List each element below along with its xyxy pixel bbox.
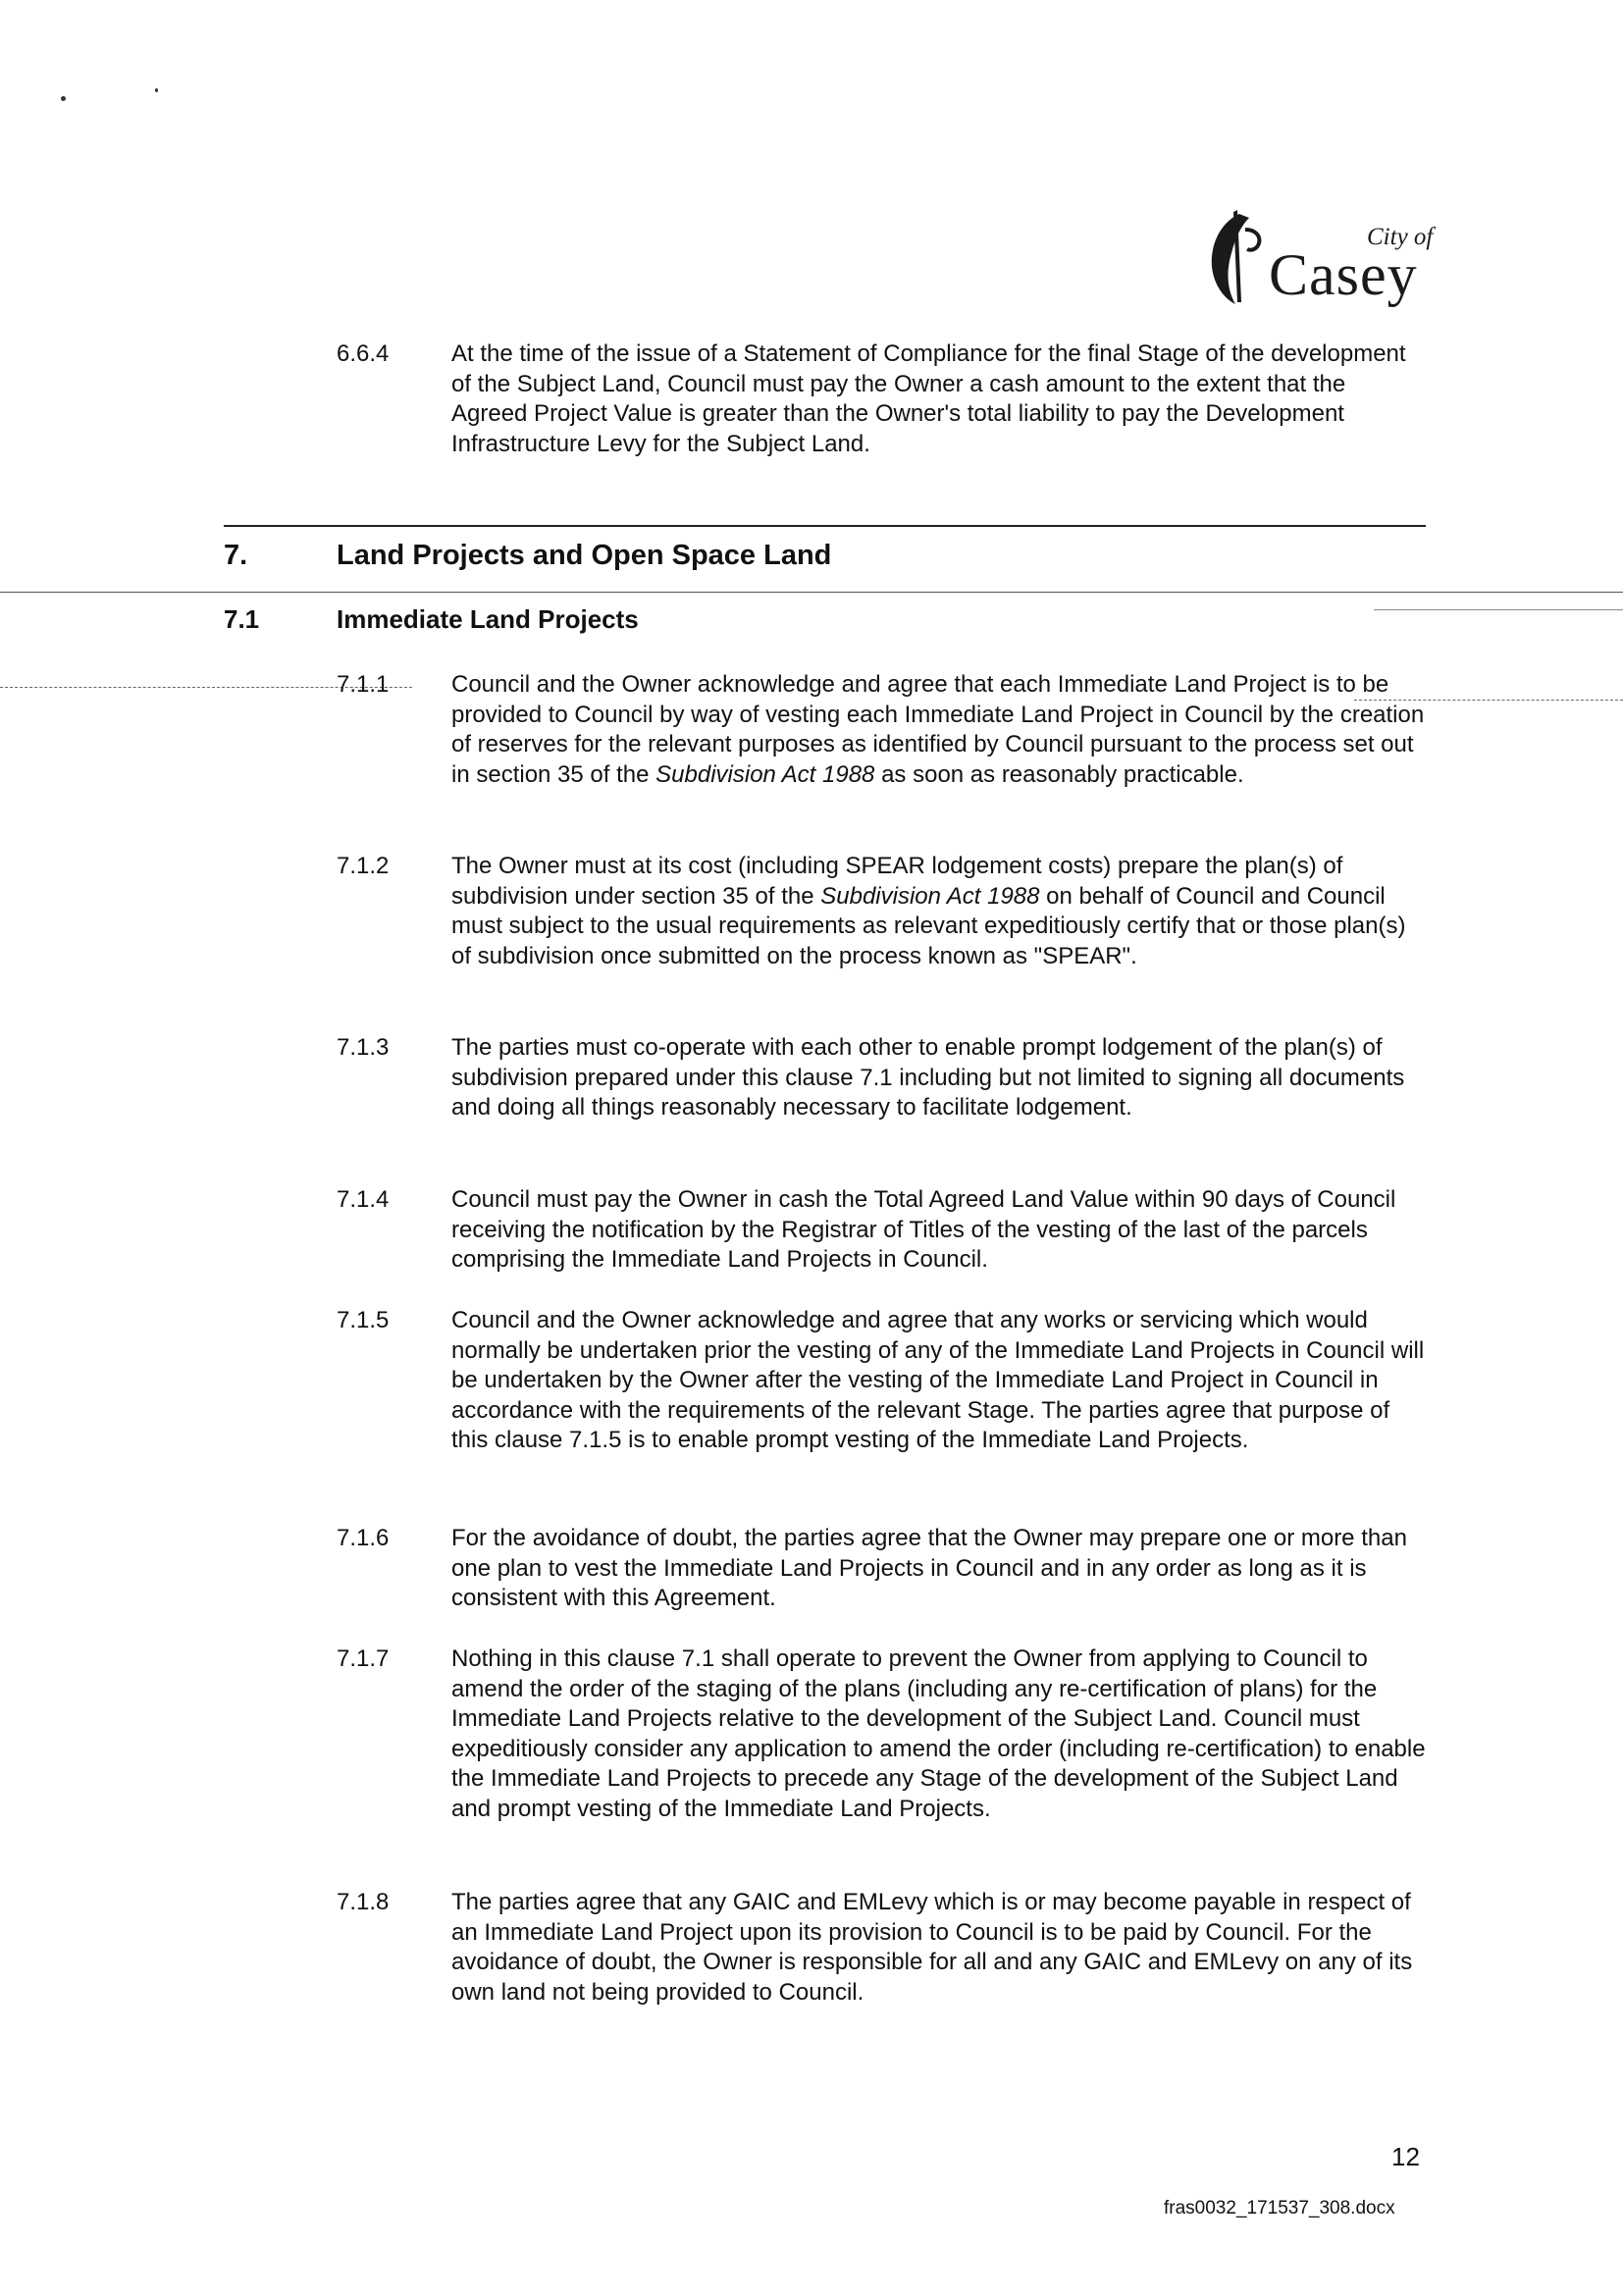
subsection-7-1-title: Immediate Land Projects [337, 604, 639, 634]
scan-speck [155, 88, 158, 92]
casey-leaf-icon [1202, 208, 1271, 306]
clause-text: Council and the Owner acknowledge and agree that any works or servicing which would normally be undertaken prior the vesting of any of the Immediate Land Projects in Council will be undertaken by the Owner after the vesting of the Immediate Land Project in Council in accordance with the requirements of the relevant Stage. The parties agree that purpose of this clause 7.1.5 is to enable prompt vesting of the Immediate Land Projects. [451, 1307, 1425, 1453]
clause-6-6-4 [337, 339, 1426, 459]
clause-text: Council must pay the Owner in cash the Total Agreed Land Value within 90 days of Council receiving the notification by the Registrar of Titles of the vesting of the last of the parcels comprising the Immediate Land Projects in Council. [451, 1186, 1396, 1273]
clause-7-1-5 [337, 1306, 1426, 1456]
clause-7-1-2 [337, 852, 1426, 971]
logo-city-of: City of [1367, 224, 1434, 250]
section-rule-top [224, 525, 1426, 527]
clause-number: 7.1.6 [337, 1525, 390, 1551]
margin-mark [1374, 609, 1623, 610]
clause-number: 7.1.7 [337, 1645, 390, 1672]
clause-number: 7.1.3 [337, 1034, 390, 1061]
clause-7-1-7 [337, 1644, 1426, 1824]
logo-casey: Casey [1269, 242, 1418, 307]
clause-7-1-4 [337, 1185, 1426, 1276]
page-number: 12 [1391, 2142, 1420, 2171]
clause-number: 7.1.2 [337, 853, 390, 879]
city-of-casey-logo [1202, 204, 1438, 312]
clause-number: 7.1.5 [337, 1307, 390, 1333]
subsection-7-1-number: 7.1 [224, 604, 260, 634]
clause-text: Council and the Owner acknowledge and agree that each Immediate Land Project is to be provided to Council by way of vesting each Immediate Land Project in Council by the creation of reserves for the relevant purposes as identified by Council pursuant to the process set out in section 35 of the Subdivision Act 1988 as soon as reasonably practicable. [451, 671, 1425, 788]
section-7-title: Land Projects and Open Space Land [337, 540, 832, 571]
clause-text: For the avoidance of doubt, the parties agree that the Owner may prepare one or more than one plan to vest the Immediate Land Projects in Council and in any order as long as it is consistent with this Agreement. [451, 1525, 1407, 1611]
clause-number: 7.1.8 [337, 1889, 390, 1915]
clause-text: The parties must co-operate with each other to enable prompt lodgement of the plan(s) of subdivision prepared under this clause 7.1 including but not limited to signing all documents and doing all things reasonably necessary to facilitate lodgement. [451, 1034, 1405, 1121]
clause-number: 6.6.4 [337, 340, 390, 367]
clause-7-1-8 [337, 1888, 1426, 2008]
clause-text: The Owner must at its cost (including SPEAR lodgement costs) prepare the plan(s) of subdivision under section 35 of the Subdivision Act 1988 on behalf of Council and Council must subject to the usual requirements as relevant expeditiously certify that or those plan(s) of subdivision once submitted on the process known as "SPEAR". [451, 853, 1406, 969]
clause-7-1-3 [337, 1033, 1426, 1123]
clause-7-1-6 [337, 1524, 1426, 1614]
scan-speck [61, 96, 66, 101]
clause-number: 7.1.4 [337, 1186, 390, 1213]
clause-text: The parties agree that any GAIC and EMLevy which is or may become payable in respect of an Immediate Land Project upon its provision to Council is to be paid by Council. For the avoidance of doubt, the Owner is responsible for all and any GAIC and EMLevy on any of its own land not being provided to Council. [451, 1889, 1413, 2006]
section-7-number: 7. [224, 540, 248, 571]
document-filename: fras0032_171537_308.docx [1164, 2198, 1395, 2218]
section-rule-middle [0, 592, 1623, 593]
clause-text: At the time of the issue of a Statement of Compliance for the final Stage of the development of the Subject Land, Council must pay the Owner a cash amount to the extent that the Agreed Project Value is greater than the Owner's total liability to pay the Development Infrastructure Levy for the Subject Land. [451, 340, 1406, 457]
clause-number: 7.1.1 [337, 671, 390, 698]
clause-text: Nothing in this clause 7.1 shall operate to prevent the Owner from applying to Council to amend the order of the staging of the plans (including any re-certification of plans) for the Immediate Land Projects relative to the development of the Subject Land. Council must expeditiously consider any application to amend the order (including re-certification) to enable the Immediate Land Projects to precede any Stage of the development of the Subject Land and prompt vesting of the Immediate Land Projects. [451, 1645, 1426, 1822]
clause-7-1-1 [337, 670, 1426, 790]
